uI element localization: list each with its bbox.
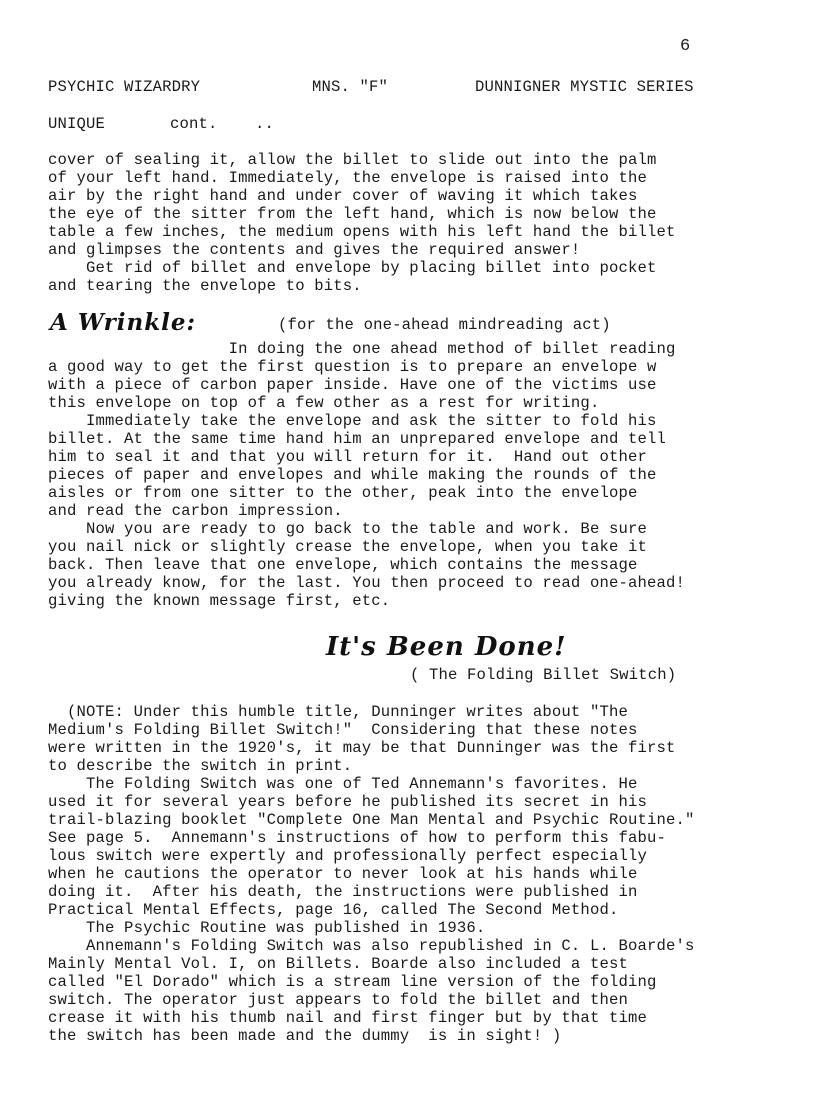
- text-line: Medium's Folding Billet Switch!" Considering that these notes: [48, 721, 638, 739]
- text-line: the switch has been made and the dummy is in sight! ): [48, 1027, 562, 1045]
- text-line: called "El Dorado" which is a stream line version of the folding: [48, 973, 657, 991]
- section-title: UNIQUE: [48, 115, 106, 133]
- text-line: crease it with his thumb nail and first finger but by that time: [48, 1009, 647, 1027]
- text-line: of your left hand. Immediately, the envelope is raised into the: [48, 169, 647, 187]
- text-line: this envelope on top of a few other as a rest for writing.: [48, 394, 600, 412]
- text-line: when he cautions the operator to never look at his hands while: [48, 865, 638, 883]
- text-line: billet. At the same time hand him an unprepared envelope and tell: [48, 430, 667, 448]
- text-line: See page 5. Annemann's instructions of how to perform this fabu-: [48, 829, 667, 847]
- text-line: air by the right hand and under cover of waving it which takes: [48, 187, 638, 205]
- text-line: Get rid of billet and envelope by placing billet into pocket: [48, 259, 657, 277]
- text-line: were written in the 1920's, it may be that Dunninger was the first: [48, 739, 676, 757]
- done-subtitle: ( The Folding Billet Switch): [410, 666, 677, 684]
- header-center: MNS. "F": [312, 78, 389, 96]
- text-line: The Psychic Routine was published in 1936.: [48, 919, 486, 937]
- text-line: switch. The operator just appears to fold the billet and then: [48, 991, 628, 1009]
- text-line: you already know, for the last. You then proceed to read one-ahead!: [48, 574, 686, 592]
- text-line: him to seal it and that you will return for it. Hand out other: [48, 448, 647, 466]
- text-line: trail-blazing booklet "Complete One Man Mental and Psychic Routine.": [48, 811, 695, 829]
- text-line: and tearing the envelope to bits.: [48, 277, 362, 295]
- text-line: Annemann's Folding Switch was also republished in C. L. Boarde's: [48, 937, 695, 955]
- wrinkle-heading: A Wrinkle:: [50, 309, 197, 336]
- text-line: pieces of paper and envelopes and while making the rounds of the: [48, 466, 657, 484]
- text-line: with a piece of carbon paper inside. Have one of the victims use: [48, 376, 657, 394]
- header-right: DUNNIGNER MYSTIC SERIES: [475, 78, 694, 96]
- text-line: and read the carbon impression.: [48, 502, 343, 520]
- text-line: lous switch were expertly and professionally perfect especially: [48, 847, 647, 865]
- text-line: Now you are ready to go back to the table and work. Be sure: [48, 520, 647, 538]
- wrinkle-subtitle: (for the one-ahead mindreading act): [278, 316, 611, 334]
- done-heading: It's Been Done!: [326, 632, 567, 662]
- section-dots: ..: [255, 115, 275, 133]
- text-line: giving the known message first, etc.: [48, 592, 391, 610]
- text-line: back. Then leave that one envelope, which contains the message: [48, 556, 638, 574]
- text-line: The Folding Switch was one of Ted Annemann's favorites. He: [48, 775, 638, 793]
- text-line: (NOTE: Under this humble title, Dunninger writes about "The: [48, 703, 628, 721]
- text-line: to describe the switch in print.: [48, 757, 353, 775]
- text-line: Practical Mental Effects, page 16, called The Second Method.: [48, 901, 619, 919]
- text-line: aisles or from one sitter to the other, peak into the envelope: [48, 484, 638, 502]
- text-line: you nail nick or slightly crease the envelope, when you take it: [48, 538, 647, 556]
- text-line: doing it. After his death, the instructions were published in: [48, 883, 638, 901]
- section-cont: cont.: [170, 115, 218, 133]
- text-line: Mainly Mental Vol. I, on Billets. Boarde also included a test: [48, 955, 628, 973]
- text-line: table a few inches, the medium opens with his left hand the billet: [48, 223, 676, 241]
- text-line: In doing the one ahead method of billet reading: [48, 340, 676, 358]
- text-line: and glimpses the contents and gives the required answer!: [48, 241, 581, 259]
- text-line: cover of sealing it, allow the billet to slide out into the palm: [48, 151, 657, 169]
- text-line: used it for several years before he published its secret in his: [48, 793, 647, 811]
- page-number: 6: [680, 37, 691, 56]
- text-line: the eye of the sitter from the left hand, which is now below the: [48, 205, 657, 223]
- text-line: Immediately take the envelope and ask the sitter to fold his: [48, 412, 657, 430]
- text-line: a good way to get the first question is to prepare an envelope w: [48, 358, 657, 376]
- header-left: PSYCHIC WIZARDRY: [48, 78, 201, 96]
